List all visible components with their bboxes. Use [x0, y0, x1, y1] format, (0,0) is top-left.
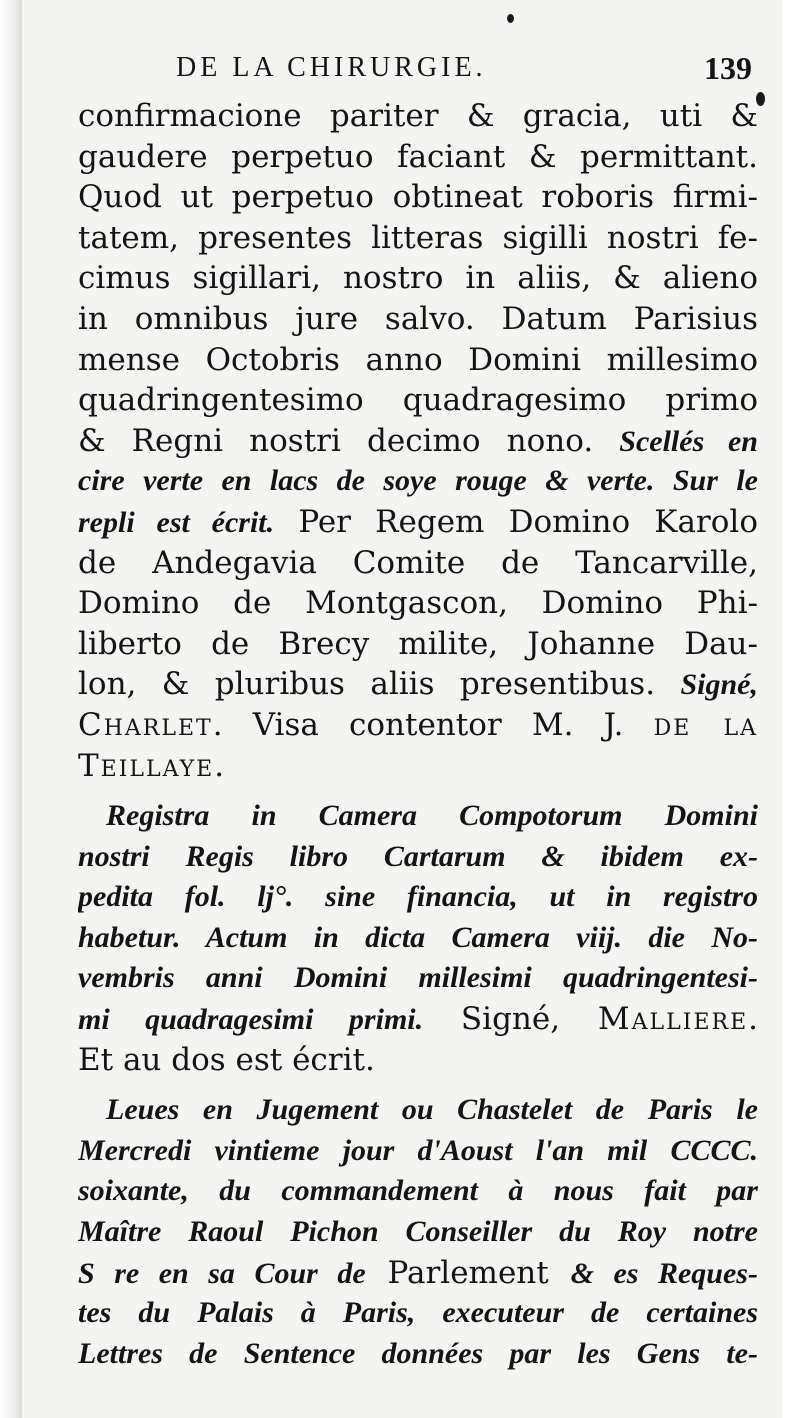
text-line: Quod ut perpetuo obtineat roboris firmi-	[78, 179, 758, 216]
book-page	[22, 0, 782, 1418]
text-line: Charlet. Visa contentor M. J. de la	[78, 706, 758, 743]
text-line: vembris anni Domini millesimi quadringentesi-	[78, 961, 758, 995]
text-line: Domino de Montgascon, Domino Phi-	[78, 585, 758, 622]
text-line: cimus sigillari, nostro in aliis, & alieno	[78, 260, 758, 297]
text-line: habetur. Actum in dicta Camera viij. die No-	[78, 920, 758, 954]
text-line: confirmacione pariter & gracia, uti &	[78, 98, 758, 134]
running-title: DE LA CHIRURGIE.	[176, 52, 487, 83]
text-line: Teillaye.	[78, 747, 225, 784]
text-line: Mercredi vintieme jour d'Aoust l'an mil CCCC.	[78, 1133, 758, 1167]
text-line: lon, & pluribus aliis presentibus. Signé,	[78, 666, 758, 703]
text-line: Maître Raoul Pichon Conseiller du Roy notre	[78, 1215, 758, 1249]
text-line: mense Octobris anno Domini millesimo	[78, 341, 758, 378]
text-line: repli est écrit. Per Regem Domino Karolo	[78, 503, 758, 540]
text-line: Lettres de Sentence données par les Gens te-	[78, 1336, 758, 1370]
page-number: 139	[704, 50, 752, 86]
text-line: Registra in Camera Compotorum Domini	[106, 799, 758, 833]
text-line: quadringentesimo quadragesimo primo	[78, 382, 758, 419]
text-line: & Regni nostri decimo nono. Scellés en	[78, 422, 758, 459]
text-line: Et au dos est écrit.	[78, 1041, 375, 1078]
text-line: tatem, presentes litteras sigilli nostri fe-	[78, 219, 758, 256]
running-header	[78, 52, 758, 96]
text-line: S re en sa Cour de Parlement & es Reques-	[78, 1254, 758, 1291]
text-line: in omnibus jure salvo. Datum Parisius	[78, 300, 758, 337]
text-line: gaudere perpetuo faciant & permittant.	[78, 138, 758, 175]
ink-speck	[507, 14, 514, 23]
text-line: nostri Regis libro Cartarum & ibidem ex-	[78, 839, 758, 873]
text-line: soixante, du commandement à nous fait par	[78, 1174, 758, 1208]
text-line: tes du Palais à Paris, executeur de certaines	[78, 1296, 758, 1330]
page-text	[78, 52, 758, 1374]
text-line: pedita fol. lj°. sine financia, ut in registro	[78, 880, 758, 914]
text-line: cire verte en lacs de soye rouge & verte. Sur le	[78, 464, 758, 498]
text-line: Leues en Jugement ou Chastelet de Paris le	[106, 1093, 758, 1127]
page-edge	[0, 0, 22, 1418]
text-line: mi quadragesimi primi. Signé, Malliere.	[78, 1001, 758, 1038]
text-line: de Andegavia Comite de Tancarville,	[78, 544, 758, 581]
text-line: liberto de Brecy milite, Johanne Dau-	[78, 625, 758, 662]
